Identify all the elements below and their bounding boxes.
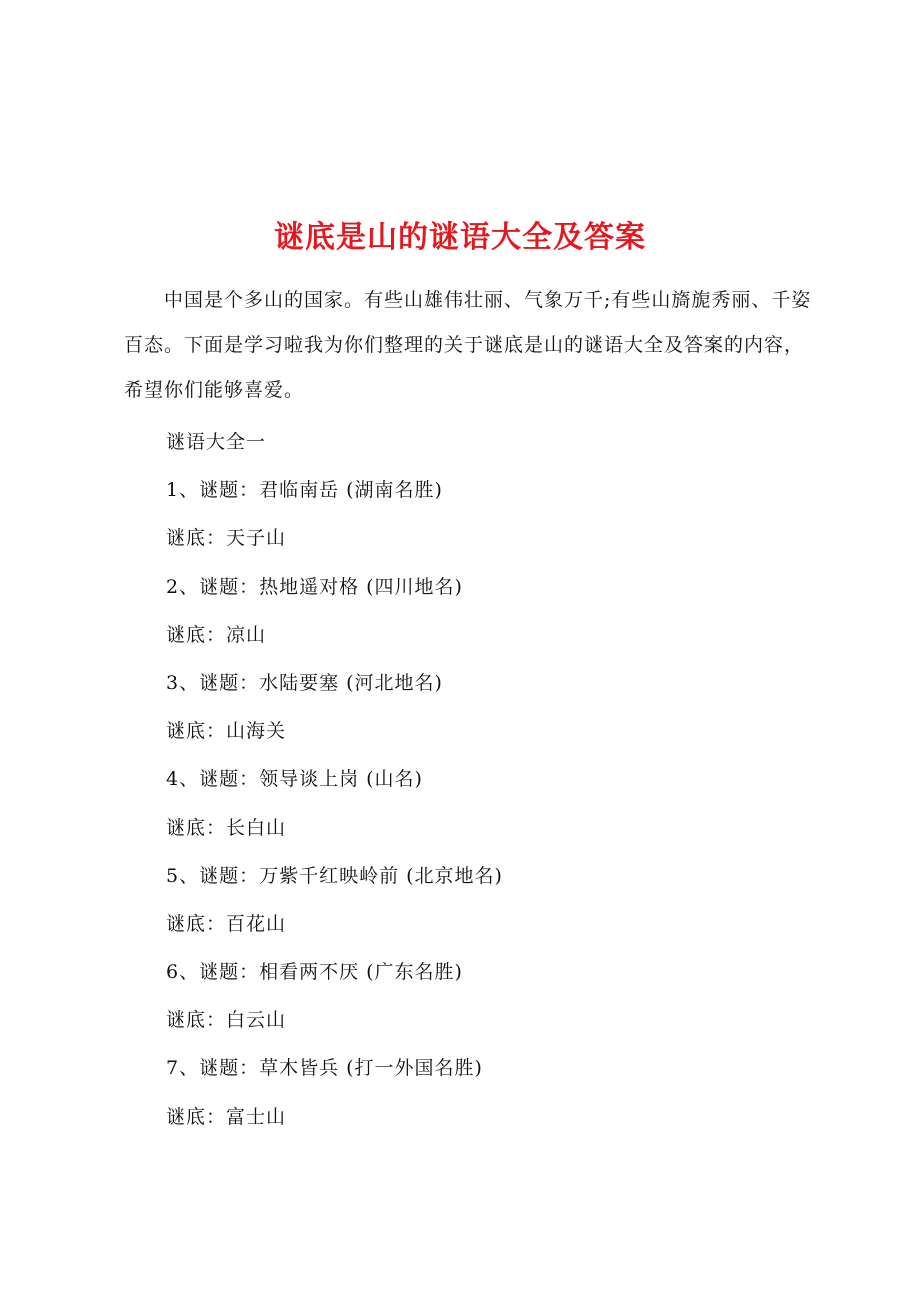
riddle-answer: 谜底：山海关 — [166, 720, 287, 743]
riddle-answer: 谜底：天子山 — [166, 527, 287, 550]
riddle-answer: 谜底：白云山 — [166, 1009, 287, 1032]
intro-paragraph: 中国是个多山的国家。有些山雄伟壮丽、气象万千;有些山旖旎秀丽、千姿百态。下面是学习啦我为你们整理的关于谜底是山的谜语大全及答案的内容，希望你们能够喜爱。 — [124, 289, 812, 401]
riddle-answer: 谜底：百花山 — [166, 912, 287, 935]
section-heading: 谜语大全一 — [166, 431, 267, 453]
riddle-list — [166, 420, 826, 1143]
riddle-question: 6、谜题：相看两不厌 (广东名胜) — [166, 961, 463, 984]
riddle-question: 7、谜题：草木皆兵 (打一外国名胜) — [166, 1057, 483, 1080]
riddle-question: 4、谜题：领导谈上岗 (山名) — [166, 768, 423, 791]
riddle-answer: 谜底：凉山 — [166, 623, 267, 646]
riddle-answer: 谜底：长白山 — [166, 816, 287, 839]
riddle-question: 5、谜题：万紫千红映岭前 (北京地名) — [166, 864, 503, 887]
riddle-question: 2、谜题：热地遥对格 (四川地名) — [166, 575, 463, 598]
document-title: 谜底是山的谜语大全及答案 — [274, 220, 646, 256]
riddle-question: 3、谜题：水陆要塞 (河北地名) — [166, 671, 443, 694]
riddle-question: 1、谜题：君临南岳 (湖南名胜) — [166, 479, 443, 502]
riddle-answer: 谜底：富士山 — [166, 1105, 287, 1128]
